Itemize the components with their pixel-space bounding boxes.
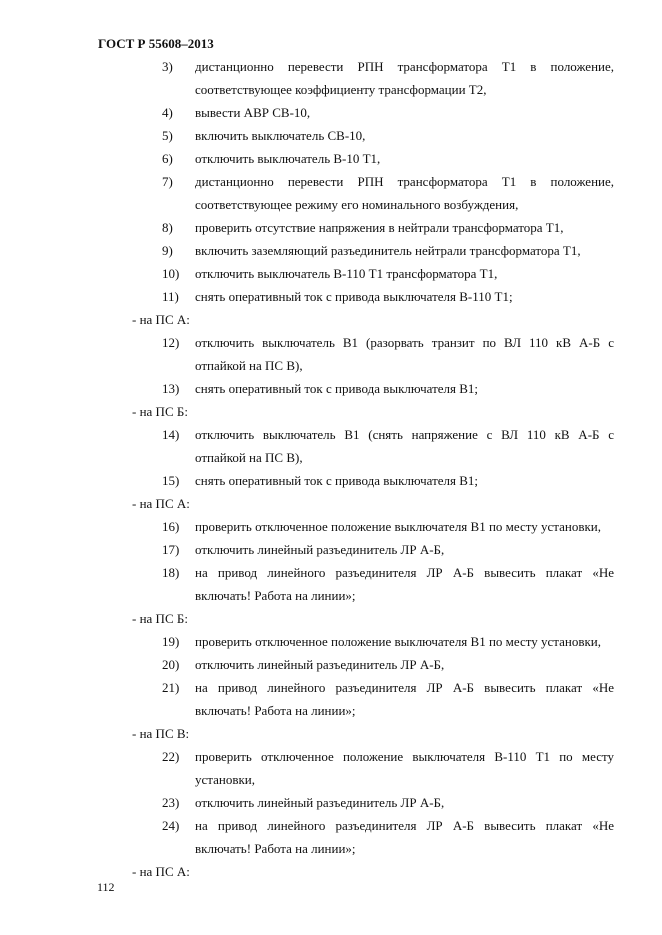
- list-item-number: 17): [162, 542, 180, 557]
- list-item: [162, 170, 614, 216]
- list-item-number: 16): [162, 519, 180, 534]
- list-item-number: 8): [162, 220, 173, 235]
- list-item-number: 14): [162, 427, 180, 442]
- list-item-number: 7): [162, 174, 173, 189]
- list-item-number: 9): [162, 243, 173, 258]
- list-item-text: на привод линейного разъединителя ЛР А-Б вывесить плакат «Не: [195, 565, 614, 580]
- list-item: [162, 745, 614, 791]
- list-item-number: 19): [162, 634, 180, 649]
- list-item-text: отключить линейный разъединитель ЛР А-Б,: [195, 542, 445, 557]
- list-item-number: 11): [162, 289, 179, 304]
- list-item: [162, 239, 614, 262]
- list-item-text-continued: установки,: [195, 772, 255, 787]
- list-item-number: 18): [162, 565, 180, 580]
- list-item-number: 4): [162, 105, 173, 120]
- substation-heading: - на ПС А:: [132, 312, 190, 327]
- substation-heading: - на ПС Б:: [132, 611, 188, 626]
- list-item-number: 12): [162, 335, 180, 350]
- list-item-text: снять оперативный ток с привода выключателя В1;: [195, 381, 479, 396]
- list-item: [162, 469, 614, 492]
- list-item: [162, 285, 614, 308]
- list-item-text: отключить выключатель В1 (снять напряжение с ВЛ 110 кВ А-Б с: [195, 427, 614, 442]
- substation-heading: - на ПС А:: [132, 496, 190, 511]
- list-item-number: 23): [162, 795, 180, 810]
- list-item-text-continued: включать! Работа на линии»;: [195, 703, 356, 718]
- list-item-number: 6): [162, 151, 173, 166]
- list-item-number: 20): [162, 657, 180, 672]
- list-item-number: 13): [162, 381, 180, 396]
- list-item-text: вывести АВР СВ-10,: [195, 105, 311, 120]
- list-item: [162, 515, 614, 538]
- list-item-text-continued: соответствующее коэффициенту трансформации Т2,: [195, 82, 487, 97]
- list-item-text-continued: соответствующее режиму его номинального возбуждения,: [195, 197, 519, 212]
- list-item: [162, 331, 614, 377]
- list-item: [162, 101, 614, 124]
- list-item-text-continued: отпайкой на ПС В),: [195, 358, 303, 373]
- page-number: 112: [97, 880, 115, 894]
- list-item-text-continued: включать! Работа на линии»;: [195, 588, 356, 603]
- list-item-text: проверить отключенное положение выключателя В1 по месту установки,: [195, 519, 602, 534]
- list-item-number: 24): [162, 818, 180, 833]
- list-item-text: дистанционно перевести РПН трансформатора Т1 в положение,: [195, 174, 614, 189]
- list-item-number: 3): [162, 59, 173, 74]
- list-item: [162, 124, 614, 147]
- list-item: [162, 423, 614, 469]
- list-item-number: 21): [162, 680, 180, 695]
- list-item-text: отключить линейный разъединитель ЛР А-Б,: [195, 795, 445, 810]
- list-item-text: отключить выключатель В1 (разорвать транзит по ВЛ 110 кВ А-Б с: [195, 335, 614, 350]
- substation-heading: - на ПС В:: [132, 726, 190, 741]
- list-item-number: 10): [162, 266, 180, 281]
- list-item-text: на привод линейного разъединителя ЛР А-Б вывесить плакат «Не: [195, 680, 614, 695]
- list-item: [162, 561, 614, 607]
- list-item-text-continued: включать! Работа на линии»;: [195, 841, 356, 856]
- list-item-text-continued: отпайкой на ПС В),: [195, 450, 303, 465]
- list-item: [162, 630, 614, 653]
- list-item-text: на привод линейного разъединителя ЛР А-Б вывесить плакат «Не: [195, 818, 614, 833]
- list-item: [162, 377, 614, 400]
- list-item-number: 5): [162, 128, 173, 143]
- document-header: ГОСТ Р 55608–2013: [98, 36, 214, 51]
- list-item: [162, 814, 614, 860]
- list-item-number: 22): [162, 749, 180, 764]
- list-item-text: проверить отключенное положение выключателя В1 по месту установки,: [195, 634, 602, 649]
- list-item: [162, 538, 614, 561]
- list-item-text: отключить выключатель В-10 Т1,: [195, 151, 381, 166]
- list-item-number: 15): [162, 473, 180, 488]
- list-item: [162, 791, 614, 814]
- list-item-text: включить заземляющий разъединитель нейтрали трансформатора Т1,: [195, 243, 581, 258]
- list-item: [162, 216, 614, 239]
- list-item-text: снять оперативный ток с привода выключателя В1;: [195, 473, 479, 488]
- list-item: [162, 262, 614, 285]
- list-item-text: отключить выключатель В-110 Т1 трансформатора Т1,: [195, 266, 498, 281]
- list-item: [162, 55, 614, 101]
- substation-heading: - на ПС Б:: [132, 404, 188, 419]
- list-item-text: проверить отсутствие напряжения в нейтрали трансформатора Т1,: [195, 220, 564, 235]
- list-item-text: снять оперативный ток с привода выключателя В-110 Т1;: [195, 289, 513, 304]
- substation-heading: - на ПС А:: [132, 864, 190, 879]
- list-item-text: отключить линейный разъединитель ЛР А-Б,: [195, 657, 445, 672]
- list-item-text: включить выключатель СВ-10,: [195, 128, 366, 143]
- list-item: [162, 653, 614, 676]
- list-item: [162, 147, 614, 170]
- list-item-text: дистанционно перевести РПН трансформатора Т1 в положение,: [195, 59, 614, 74]
- list-item: [162, 676, 614, 722]
- list-item-text: проверить отключенное положение выключателя В-110 Т1 по месту: [195, 749, 614, 764]
